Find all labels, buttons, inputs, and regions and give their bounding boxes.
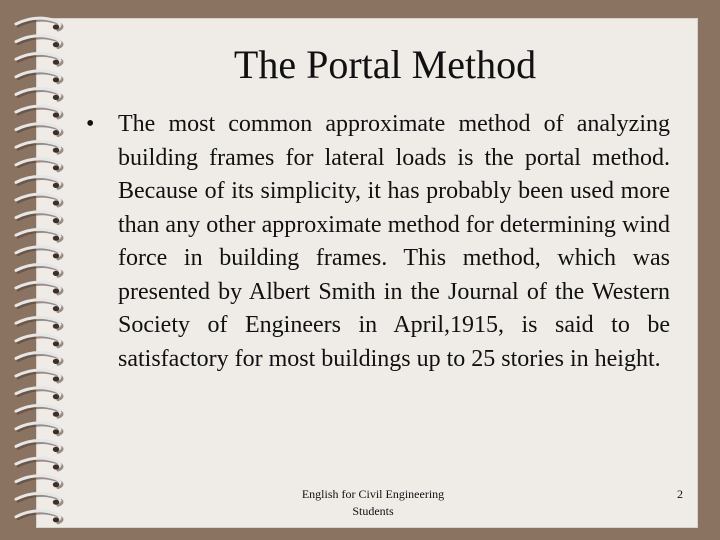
- spiral-ring-icon: [16, 18, 62, 30]
- spiral-ring-icon: [16, 265, 62, 277]
- spiral-ring-icon: [16, 476, 62, 488]
- bullet-item-text: The most common approximate method of analyzing building frames for lateral loads is the portal method. Because of its simplicity, it has probably been used more than any other approximate method for determining wind force in building frames. This method, which was presented by Albert Smith in the Journal of the Western Society of Engineers in April,1915, is said to be satisfactory for most buildings up to 25 stories in height.: [118, 111, 670, 372]
- spiral-ring-icon: [16, 36, 62, 48]
- spiral-ring-icon: [16, 159, 62, 171]
- spiral-ring-icon: [16, 124, 62, 136]
- page-number: 2: [677, 487, 683, 501]
- spiral-ring-icon: [16, 353, 62, 365]
- spiral-ring-icon: [16, 335, 62, 347]
- spiral-ring-icon: [16, 141, 62, 153]
- spiral-ring-icon: [16, 177, 62, 189]
- spiral-ring-icon: [16, 282, 62, 294]
- spiral-ring-icon: [16, 89, 62, 101]
- spiral-ring-icon: [16, 300, 62, 312]
- bullet-marker: •: [86, 111, 95, 137]
- spiral-ring-icon: [16, 194, 62, 206]
- spiral-ring-icon: [16, 370, 62, 382]
- spiral-ring-icon: [16, 405, 62, 417]
- spiral-ring-icon: [16, 441, 62, 453]
- spiral-ring-icon: [16, 229, 62, 241]
- spiral-ring-icon: [16, 106, 62, 118]
- spiral-ring-icon: [16, 458, 62, 470]
- spiral-ring-icon: [16, 493, 62, 505]
- slide-title: The Portal Method: [233, 42, 537, 87]
- spiral-ring-icon: [16, 247, 62, 259]
- spiral-ring-icon: [16, 388, 62, 400]
- spiral-ring-icon: [16, 53, 62, 65]
- spiral-ring-icon: [16, 423, 62, 435]
- spiral-ring-icon: [16, 71, 62, 83]
- spiral-ring-icon: [16, 317, 62, 329]
- slide-footer: English for Civil Engineering Students: [301, 487, 445, 518]
- bullet-list: [86, 108, 670, 376]
- spiral-ring-icon: [16, 212, 62, 224]
- spiral-ring-icon: [16, 511, 62, 523]
